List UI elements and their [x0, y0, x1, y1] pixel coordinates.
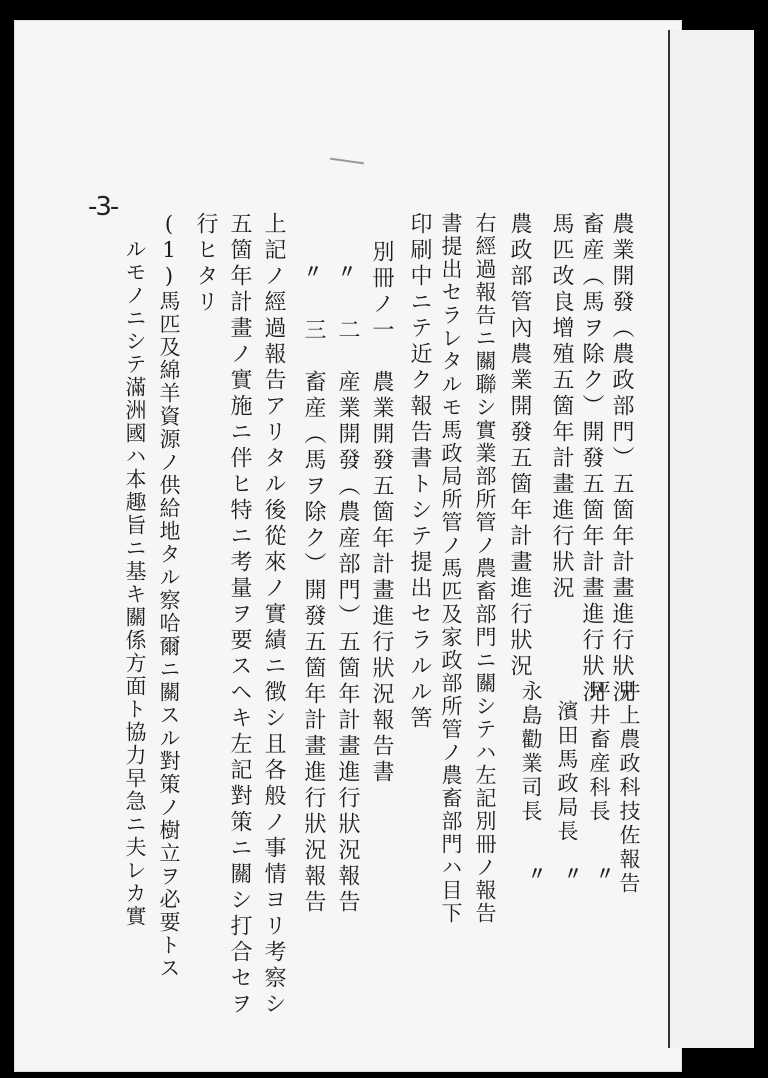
ditto-mark: 〃 — [596, 864, 614, 885]
text-column-7: 印刷中ニテ近ク報告書トシテ提出セラルル筈 — [407, 212, 432, 732]
signatory-4: 永島勸業司長 — [519, 680, 543, 824]
text-column-3: 馬匹改良增殖五箇年計畫進行狀況 — [549, 212, 574, 602]
text-column-14: (1)馬匹及綿羊資源ノ供給地タル察哈爾ニ關スル對策ノ樹立ヲ必要トス — [157, 212, 181, 980]
text-column-1: 農業開發（農政部門）五箇年計畫進行狀況 — [609, 212, 634, 706]
signatory-3: 濱田馬政局長 — [555, 700, 579, 844]
ditto-mark: 〃 — [304, 262, 322, 283]
text-column-8: 別冊ノ一 農業開發五箇年計畫進行狀況報告書 — [369, 240, 394, 786]
text-column-13: 行ヒタリ — [193, 212, 218, 316]
text-column-10: 三 畜産（馬ヲ除ク）開發五箇年計畫進行狀況報告 — [301, 318, 326, 916]
next-page-edge — [668, 30, 754, 1048]
text-column-11: 上記ノ經過報告アリタル後從來ノ實績ニ徴シ且各般ノ事情ヨリ考察シ — [261, 212, 286, 1018]
signatory-2: 坪井畜産科長 — [587, 680, 611, 824]
text-column-12: 五箇年計畫ノ實施ニ伴ヒ特ニ考量ヲ要スヘキ左記對策ニ關シ打合セヲ — [227, 212, 252, 1018]
text-column-5: 右經過報告ニ關聯シ實業部所管ノ農畜部門ニ關シテハ左記別冊ノ報告 — [473, 212, 497, 925]
text-column-2: 畜産（馬ヲ除ク）開發五箇年計畫進行狀況 — [579, 212, 604, 706]
ditto-mark: 〃 — [564, 864, 582, 885]
page-number: -3- — [88, 192, 118, 222]
text-column-9: 二 産業開發（農産部門）五箇年計畫進行狀況報告 — [335, 318, 360, 916]
text-column-15: ルモノニシテ滿洲國ハ本趣旨ニ基キ關係方面ト協力早急ニ夫レカ實 — [123, 238, 147, 928]
text-column-4: 農政部管內農業開發五箇年計畫進行狀況 — [507, 212, 532, 680]
text-column-6: 書提出セラレタルモ馬政局所管ノ馬匹及家政部所管ノ農畜部門ハ目下 — [439, 212, 463, 925]
signatory-1: 井上農政科技佐報告 — [617, 680, 641, 896]
ditto-mark: 〃 — [528, 864, 546, 885]
ditto-mark: 〃 — [338, 262, 356, 283]
